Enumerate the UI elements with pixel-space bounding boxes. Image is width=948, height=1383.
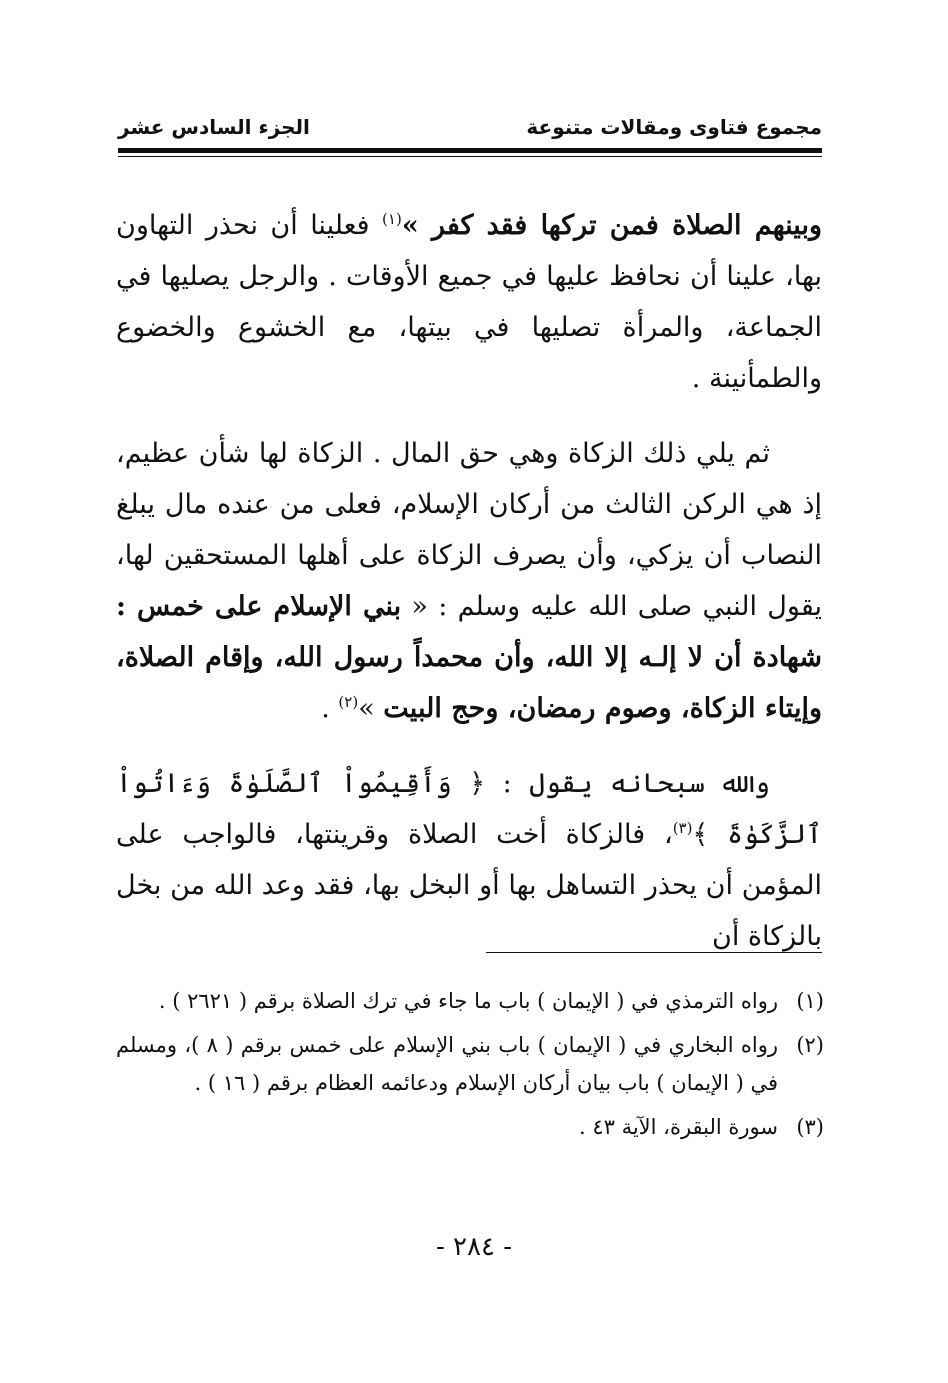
footnote-text: سورة البقرة، الآية ٤٣ . xyxy=(578,1115,778,1139)
hadith-five-pillars: بني الإسلام على خمس : شهادة أن لا إلـه إلا الله، وأن محمداً رسول الله، وإقام الصلاة، وإيتاء الزكاة، وصوم رمضان، وحج البيت xyxy=(116,591,822,724)
main-text xyxy=(116,200,822,962)
quran-verse: وَأَقِيمُواْ ٱلصَّلَوٰةَ وَءَاتُواْ ٱلزَّكَوٰةَ xyxy=(116,768,823,850)
quran-close-bracket: ﴾ xyxy=(692,819,728,850)
paragraph-2-end: . xyxy=(321,693,339,724)
paragraph-3-intro: والله سبحانه يقول : ﴿ xyxy=(451,768,770,799)
header-rule-thick xyxy=(118,148,822,153)
page-number: - ٢٨٤ - xyxy=(435,1232,513,1262)
paragraph-1 xyxy=(116,200,822,404)
running-header xyxy=(118,110,822,144)
footnotes xyxy=(116,982,824,1152)
paragraph-2 xyxy=(116,428,822,734)
footnote-text: رواه الترمذي في ( الإيمان ) باب ما جاء في ترك الصلاة برقم ( ٢٦٢١ ) . xyxy=(158,989,778,1013)
header-rule-thin xyxy=(118,156,822,157)
paragraph-2-intro: ثم يلي ذلك الزكاة وهي حق المال . الزكاة لها شأن عظيم، إذ هي الركن الثالث من أركان الإسلام، فعلى من عنده مال يبلغ النصاب أن يزكي، وأن يصرف الزكاة على أهلها المستحقين لها، يقول النبي صلى الله عليه وسلم : « xyxy=(116,438,822,622)
footnote-number: (١) xyxy=(796,989,824,1013)
footnote-ref-2[interactable]: (٢) xyxy=(338,693,359,711)
footnote-ref-3[interactable]: (٣) xyxy=(672,819,693,837)
footnote-number: (٣) xyxy=(796,1115,824,1139)
paragraph-3-text: ، فالزكاة أخت الصلاة وقرينتها، فالواجب على المؤمن أن يحذر التساهل بها أو البخل بها، فقد وعد الله من بخل بالزكاة أن xyxy=(116,819,822,952)
footnote-1 xyxy=(116,982,824,1020)
paragraph-1-text: فعلينا أن نحذر التهاون بها، علينا أن نحافظ عليها في جميع الأوقات . والرجل يصليها في الجماعة، والمرأة تصليها في بيتها، مع الخشوع والخضوع والطمأنينة . xyxy=(116,210,822,394)
footnote-2 xyxy=(116,1026,824,1102)
footnote-3 xyxy=(116,1108,824,1146)
footnote-number: (٢) xyxy=(796,1033,824,1057)
paragraph-3 xyxy=(116,758,822,962)
hadith-close-quote: » xyxy=(358,693,384,724)
book-title: مجموع فتاوى ومقالات متنوعة xyxy=(526,115,822,139)
footnote-ref-1[interactable]: (١) xyxy=(382,210,402,228)
volume-label: الجزء السادس عشر xyxy=(118,115,310,139)
footnote-text: رواه البخاري في ( الإيمان ) باب بني الإسلام على خمس برقم ( ٨ )، ومسلم في ( الإيمان ) باب بيان أركان الإسلام ودعائمه العظام برقم ( ١٦ ) . xyxy=(116,1033,779,1095)
footnote-separator xyxy=(486,952,822,953)
hadith-quote-end: وبينهم الصلاة فمن تركها فقد كفر » xyxy=(401,210,823,241)
